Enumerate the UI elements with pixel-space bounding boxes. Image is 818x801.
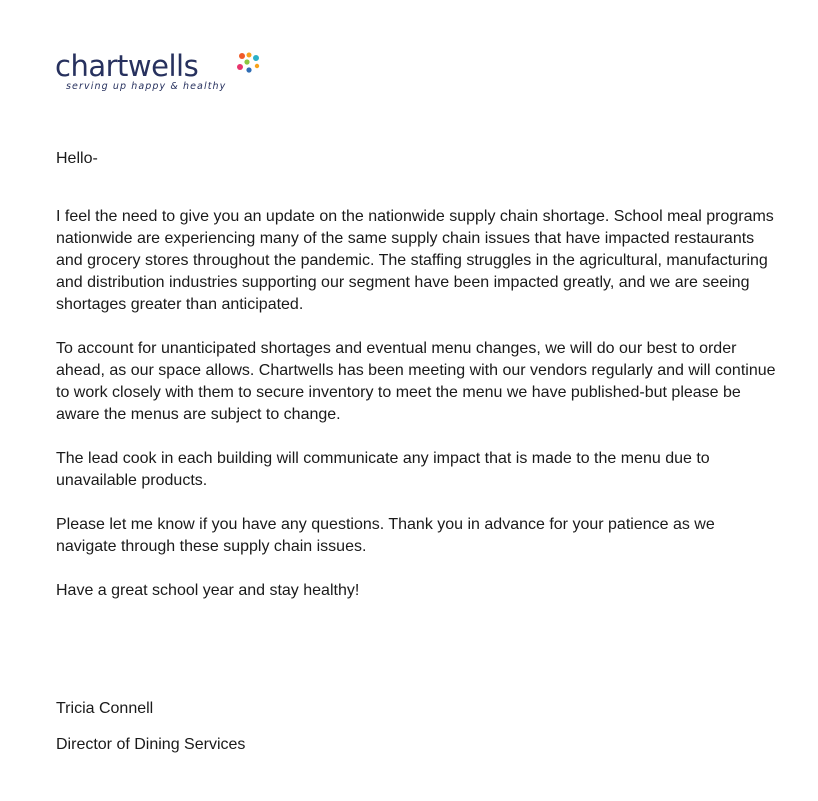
logo-dot: [239, 53, 245, 59]
logo-dot: [247, 53, 252, 58]
signature-name: Tricia Connell: [56, 700, 154, 717]
closing-line: Have a great school year and stay healthy!: [56, 582, 360, 599]
letter-body: [56, 148, 776, 602]
signature-title: Director of Dining Services: [56, 736, 246, 753]
logo-dot: [253, 55, 259, 61]
signature-block: [56, 698, 245, 756]
logo-dot: [246, 67, 251, 72]
logo-wordmark: chartwells: [55, 49, 199, 83]
logo-tagline: serving up happy & healthy: [66, 81, 227, 92]
paragraph-questions: Please let me know if you have any questions. Thank you in advance for your patience as we navigate through these supply chain issues.: [56, 516, 715, 555]
chartwells-logo: [55, 48, 275, 94]
paragraph-lead-cook: The lead cook in each building will communicate any impact that is made to the menu due to unavailable products.: [56, 450, 710, 489]
logo-dot: [255, 64, 259, 68]
greeting: Hello-: [56, 150, 98, 167]
paragraph-supply-chain: I feel the need to give you an update on the nationwide supply chain shortage. School meal programs nationwide are experiencing many of the same supply chain issues that have impacted restaurants and grocery stores throughout the pandemic. The staffing struggles in the agricultural, manufacturing and distribution industries supporting our segment have been impacted greatly, and we are seeing shortages greater than anticipated.: [56, 208, 774, 313]
logo-dots-icon: [236, 52, 262, 76]
paragraph-ordering: To account for unanticipated shortages and eventual menu changes, we will do our best to order ahead, as our space allows. Chartwells has been meeting with our vendors regularly and will continue to work closely with them to secure inventory to meet the menu we have published-but please be aware the menus are subject to change.: [56, 340, 776, 423]
logo-dot: [237, 64, 243, 70]
logo-dot: [244, 59, 249, 64]
